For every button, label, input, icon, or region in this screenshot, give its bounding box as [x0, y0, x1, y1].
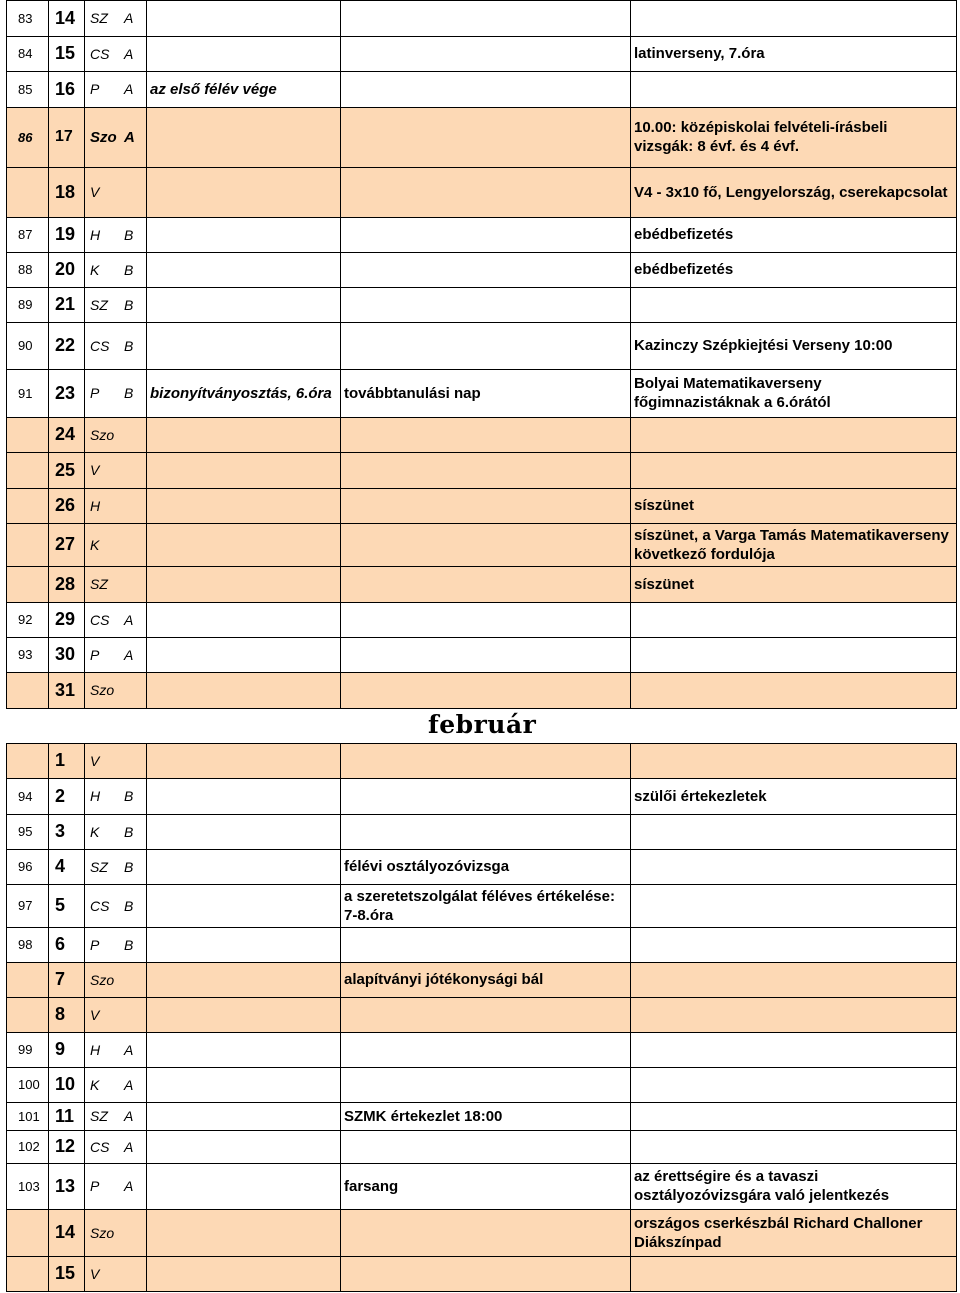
cell-event-col4 [630, 0, 957, 37]
event-col5: szülői értekezletek [634, 787, 767, 805]
cell-ab-week [146, 637, 341, 673]
ab-week: A [124, 10, 134, 26]
cell-event-col4 [630, 637, 957, 673]
day-number: 17 [55, 128, 73, 145]
cell-ab-week [146, 884, 341, 928]
day-number: 16 [55, 78, 76, 99]
cell-row-number [6, 1209, 49, 1257]
cell-ab-week [146, 1256, 341, 1292]
cell-row-number [6, 417, 49, 453]
ab-week: A [124, 45, 134, 62]
cell-day-number [48, 814, 85, 850]
day-name: CS [90, 1138, 110, 1155]
event-col5: ebédbefizetés [634, 226, 734, 243]
cell-row-number [6, 672, 49, 709]
cell-ab-week [146, 814, 341, 850]
cell-event-col3 [340, 71, 631, 108]
cell-event-col3 [340, 217, 631, 253]
cell-event-col4 [630, 849, 957, 885]
ab-week: A [124, 611, 134, 628]
cell-row-number [6, 523, 49, 567]
day-name: V [90, 184, 100, 200]
cell-event-col3 [340, 1209, 631, 1257]
cell-day-number [48, 1032, 85, 1068]
cell-ab-week [146, 252, 341, 288]
event-col4: félévi osztályozóvizsga [344, 858, 510, 875]
day-number: 27 [55, 534, 76, 554]
ab-week: B [124, 226, 134, 243]
cell-event-col3 [340, 1032, 631, 1068]
day-name: P [90, 81, 100, 97]
cell-day-number [48, 962, 85, 998]
day-name: K [90, 823, 100, 840]
day-name: V [90, 1265, 100, 1282]
day-number: 4 [55, 856, 66, 876]
day-name: SZ [90, 858, 108, 875]
row-number: 97 [18, 898, 33, 913]
day-number: 2 [55, 785, 66, 806]
cell-event-col3 [340, 1256, 631, 1292]
day-name: K [90, 1076, 100, 1093]
row-number: 93 [18, 647, 33, 662]
cell-ab-week [146, 287, 341, 323]
ab-week: A [124, 1041, 134, 1058]
day-name: Szo [90, 971, 115, 988]
cell-ab-week [146, 523, 341, 567]
day-name: Szo [90, 426, 115, 443]
event-col5: síszünet, a Varga Tamás Matematikaverseny következő fordulója [634, 526, 949, 563]
day-number: 14 [55, 7, 76, 28]
cell-ab-week [146, 1163, 341, 1210]
row-number: 96 [18, 859, 33, 874]
event-col4: farsang [344, 1177, 399, 1195]
event-col5: latinverseny, 7.óra [634, 45, 765, 62]
day-number: 12 [55, 1136, 76, 1156]
event-col5: V4 - 3x10 fő, Lengyelország, cserekapcsolat [634, 183, 948, 201]
cell-ab-week [146, 488, 341, 524]
cell-ab-week [146, 997, 341, 1033]
cell-event-col3 [340, 322, 631, 370]
cell-ab-week [146, 217, 341, 253]
day-name: CS [90, 45, 110, 62]
cell-event-col4 [630, 1032, 957, 1068]
cell-day-number [48, 997, 85, 1033]
row-number: 98 [18, 937, 33, 952]
cell-ab-week [146, 417, 341, 453]
day-name: K [90, 536, 100, 553]
cell-day-number [48, 849, 85, 885]
day-number: 21 [55, 294, 76, 314]
day-number: 7 [55, 969, 66, 989]
cell-ab-week [146, 962, 341, 998]
event-col5: országos cserkészbál Richard Challoner Diákszínpad [634, 1214, 923, 1251]
day-name: V [90, 1006, 100, 1023]
event-col4: továbbtanulási nap [344, 384, 481, 402]
cell-event-col4 [630, 927, 957, 963]
cell-row-number [6, 566, 49, 603]
day-name: P [90, 385, 100, 401]
day-number: 8 [55, 1004, 66, 1024]
cell-day-number [48, 778, 85, 815]
cell-ab-week [146, 322, 341, 370]
day-number: 22 [55, 335, 76, 355]
row-number: 87 [18, 227, 33, 242]
cell-ab-week [146, 849, 341, 885]
ab-week: A [124, 1076, 134, 1093]
event-col5: síszünet [634, 497, 695, 514]
row-number: 90 [18, 338, 33, 353]
day-name: Szo [90, 128, 117, 146]
cell-day-number [48, 884, 85, 928]
day-name: H [90, 788, 101, 804]
day-name: Szo [90, 1224, 115, 1241]
day-number: 3 [55, 821, 66, 841]
day-number: 15 [55, 43, 76, 63]
ab-week: B [124, 823, 134, 840]
row-number: 86 [18, 129, 33, 145]
day-name: K [90, 261, 100, 278]
event-col5: Kazinczy Szépkiejtési Verseny 10:00 [634, 337, 893, 354]
row-number: 101 [18, 1108, 40, 1124]
day-number: 9 [55, 1039, 66, 1059]
cell-event-col4 [630, 962, 957, 998]
event-col4: alapítványi jótékonysági bál [344, 971, 544, 988]
day-number: 5 [55, 895, 66, 915]
cell-event-col3 [340, 252, 631, 288]
row-number: 91 [18, 385, 33, 401]
cell-event-col4 [630, 287, 957, 323]
day-number: 23 [55, 382, 76, 403]
cell-event-col3 [340, 672, 631, 709]
cell-event-col4 [630, 417, 957, 453]
row-number: 83 [18, 10, 33, 26]
day-number: 11 [55, 1105, 75, 1126]
day-number: 26 [55, 495, 76, 515]
cell-ab-week [146, 36, 341, 72]
cell-event-col3 [340, 566, 631, 603]
row-number: 102 [18, 1139, 40, 1154]
cell-ab-week [146, 452, 341, 489]
cell-ab-week [146, 1032, 341, 1068]
cell-event-col3 [340, 107, 631, 168]
day-number: 15 [55, 1263, 76, 1283]
cell-event-col3 [340, 523, 631, 567]
cell-event-col3 [340, 637, 631, 673]
cell-event-col3 [340, 602, 631, 638]
row-number: 99 [18, 1042, 33, 1057]
day-name: Szo [90, 682, 115, 698]
row-number: 88 [18, 262, 33, 277]
row-number: 103 [18, 1178, 40, 1194]
day-number: 13 [55, 1175, 76, 1196]
event-col3: bizonyítványosztás, 6.óra [150, 384, 332, 402]
cell-event-col3 [340, 167, 631, 218]
cell-event-col4 [630, 1256, 957, 1292]
cell-event-col3 [340, 0, 631, 37]
day-name: H [90, 1041, 101, 1058]
cell-ab-week [146, 778, 341, 815]
cell-event-col3 [340, 36, 631, 72]
cell-day-number [48, 927, 85, 963]
event-col5: 10.00: középiskolai felvételi-írásbeli vizsgák: 8 évf. és 4 évf. [634, 119, 888, 155]
cell-event-col4 [630, 602, 957, 638]
day-name: SZ [90, 576, 108, 592]
cell-event-col4 [630, 452, 957, 489]
event-col4: SZMK értekezlet 18:00 [344, 1107, 503, 1125]
day-number: 24 [55, 424, 76, 444]
event-col3: az első félév vége [150, 80, 277, 98]
ab-week: B [124, 788, 134, 804]
cell-event-col4 [630, 71, 957, 108]
cell-event-col4 [630, 672, 957, 709]
month-title: február [428, 710, 537, 739]
cell-row-number [6, 167, 49, 218]
cell-row-number [6, 743, 49, 779]
cell-event-col3 [340, 452, 631, 489]
day-name: H [90, 226, 101, 243]
cell-ab-week [146, 566, 341, 603]
day-name: CS [90, 611, 110, 628]
cell-event-col4 [630, 884, 957, 928]
ab-week: A [124, 81, 134, 97]
cell-event-col3 [340, 417, 631, 453]
day-number: 29 [55, 609, 76, 629]
cell-row-number [6, 452, 49, 489]
cell-event-col3 [340, 997, 631, 1033]
event-col5: síszünet [634, 575, 695, 593]
day-number: 14 [55, 1222, 76, 1242]
day-name: H [90, 497, 101, 514]
cell-event-col3 [340, 1067, 631, 1103]
cell-event-col4 [630, 1067, 957, 1103]
day-number: 25 [55, 459, 76, 480]
cell-row-number [6, 1256, 49, 1292]
cell-ab-week [146, 107, 341, 168]
cell-row-number [6, 962, 49, 998]
event-col5: az érettségire és a tavaszi osztályozóvizsgára való jelentkezés [634, 1168, 890, 1204]
event-col4: a szeretetszolgálat féléves értékelése: 7-8.óra [344, 887, 615, 924]
cell-event-col3 [340, 927, 631, 963]
day-number: 10 [55, 1074, 76, 1094]
day-name: SZ [90, 1108, 108, 1124]
cell-event-col3 [340, 488, 631, 524]
day-name: P [90, 936, 100, 953]
ab-week: B [124, 858, 134, 875]
cell-ab-week [146, 0, 341, 37]
cell-ab-week [146, 167, 341, 218]
day-number: 20 [55, 259, 76, 279]
row-number: 95 [18, 824, 33, 839]
cell-ab-week [146, 1209, 341, 1257]
day-number: 30 [55, 644, 76, 664]
ab-week: B [124, 936, 134, 953]
ab-week: A [124, 1138, 134, 1155]
day-number: 28 [55, 573, 76, 594]
cell-event-col3 [340, 778, 631, 815]
cell-row-number [6, 488, 49, 524]
ab-week: A [124, 1108, 134, 1124]
cell-event-col4 [630, 997, 957, 1033]
day-name: CS [90, 897, 110, 914]
event-col5: Bolyai Matematikaverseny főgimnazistáknak a 6.órától [634, 375, 831, 411]
cell-ab-week [146, 927, 341, 963]
cell-ab-week [146, 602, 341, 638]
ab-week: B [124, 385, 134, 401]
day-name: P [90, 646, 100, 663]
ab-week: B [124, 261, 134, 278]
row-number: 94 [18, 788, 33, 804]
day-name: CS [90, 337, 110, 354]
cell-event-col4 [630, 1102, 957, 1131]
row-number: 92 [18, 612, 33, 627]
row-number: 85 [18, 81, 33, 97]
cell-event-col4 [630, 814, 957, 850]
ab-week: A [124, 1178, 134, 1194]
cell-ab-week [146, 1067, 341, 1103]
ab-week: A [124, 646, 134, 663]
cell-event-col3 [340, 1130, 631, 1164]
cell-ab-week [146, 672, 341, 709]
cell-event-col3 [340, 743, 631, 779]
day-name: V [90, 462, 100, 478]
ab-week: B [124, 337, 134, 354]
cell-event-col3 [340, 814, 631, 850]
day-name: SZ [90, 296, 108, 313]
day-number: 6 [55, 934, 66, 954]
day-number: 31 [55, 679, 76, 700]
row-number: 89 [18, 297, 33, 312]
cell-row-number [6, 997, 49, 1033]
ab-week: B [124, 897, 134, 914]
cell-day-number [48, 743, 85, 779]
row-number: 100 [18, 1077, 40, 1092]
cell-ab-week [146, 743, 341, 779]
row-number: 84 [18, 46, 33, 61]
cell-event-col4 [630, 743, 957, 779]
cell-event-col3 [340, 287, 631, 323]
day-name: SZ [90, 10, 108, 26]
cell-event-col4 [630, 1130, 957, 1164]
day-number: 19 [55, 224, 76, 244]
event-col5: ebédbefizetés [634, 261, 734, 278]
day-name: V [90, 752, 100, 769]
day-number: 1 [55, 750, 66, 770]
ab-week: A [124, 128, 135, 146]
day-number: 18 [55, 181, 76, 202]
day-name: P [90, 1178, 100, 1194]
cell-ab-week [146, 1102, 341, 1131]
cell-ab-week [146, 1130, 341, 1164]
ab-week: B [124, 296, 134, 313]
